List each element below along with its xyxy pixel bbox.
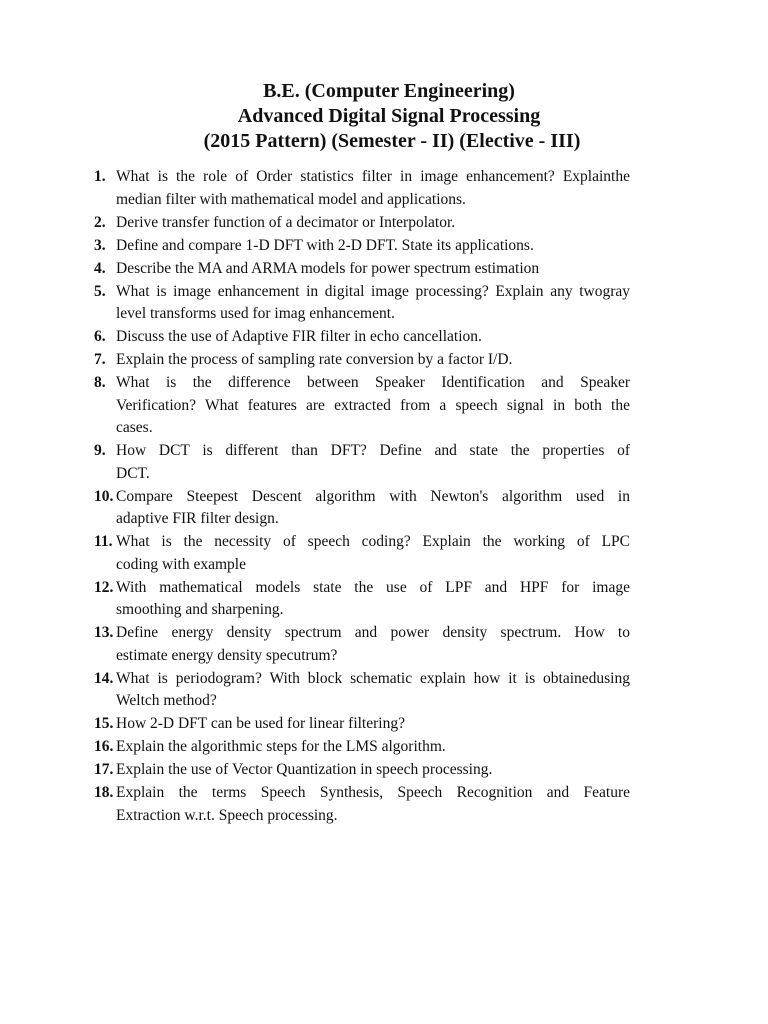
question-number: 14. bbox=[94, 669, 114, 687]
question-text-line: Extraction w.r.t. Speech processing. bbox=[116, 806, 338, 824]
question-text-line: coding with example bbox=[116, 555, 246, 573]
question-text-line: How 2-D DFT can be used for linear filtering? bbox=[116, 715, 405, 732]
question-item bbox=[94, 440, 630, 485]
question-text-line: level transforms used for imag enhancement. bbox=[116, 305, 395, 322]
question-item bbox=[94, 326, 630, 349]
question-number: 8. bbox=[94, 374, 106, 391]
question-number: 18. bbox=[94, 784, 114, 801]
question-number: 4. bbox=[94, 259, 106, 277]
question-text-line: Explain the use of Vector Quantization in speech processing. bbox=[116, 761, 493, 778]
question-text-line: cases. bbox=[116, 419, 153, 436]
question-number: 9. bbox=[94, 442, 106, 459]
course-title: B.E. (Computer Engineering) bbox=[263, 80, 515, 102]
question-item bbox=[94, 736, 630, 759]
question-text-line: DCT. bbox=[116, 464, 150, 482]
question-text-line: What is periodogram? With block schematic explain how it is obtainedusing bbox=[116, 669, 630, 687]
question-number: 12. bbox=[94, 578, 114, 596]
question-number: 5. bbox=[94, 282, 106, 300]
question-item bbox=[94, 622, 630, 667]
question-text-line: Explain the process of sampling rate conversion by a factor I/D. bbox=[116, 351, 513, 368]
question-item bbox=[94, 372, 630, 440]
question-text-line: Discuss the use of Adaptive FIR filter in echo cancellation. bbox=[116, 328, 482, 345]
question-number: 7. bbox=[94, 351, 106, 368]
question-text-line: Weltch method? bbox=[116, 692, 217, 709]
question-text-line: adaptive FIR filter design. bbox=[116, 510, 279, 527]
question-item bbox=[94, 577, 630, 622]
question-item bbox=[94, 281, 630, 326]
question-item bbox=[94, 166, 630, 211]
question-number: 15. bbox=[94, 715, 114, 732]
question-text-line: With mathematical models state the use of LPF and HPF for image bbox=[116, 578, 630, 596]
question-item bbox=[94, 349, 630, 372]
question-text-line: Verification? What features are extracted from a speech signal in both the bbox=[116, 396, 630, 414]
question-item bbox=[94, 235, 630, 258]
question-text-line: What is image enhancement in digital image processing? Explain any twogray bbox=[116, 282, 630, 300]
question-text-line: smoothing and sharpening. bbox=[116, 601, 284, 618]
question-item bbox=[94, 713, 630, 736]
question-number: 10. bbox=[94, 487, 114, 505]
question-item bbox=[94, 212, 630, 235]
question-number: 1. bbox=[94, 168, 106, 185]
document-header bbox=[0, 79, 768, 154]
question-text-line: median filter with mathematical model and applications. bbox=[116, 190, 466, 208]
question-item bbox=[94, 782, 630, 827]
question-text-line: Define and compare 1-D DFT with 2-D DFT. State its applications. bbox=[116, 236, 534, 254]
question-text-line: What is the role of Order statistics filter in image enhancement? Explainthe bbox=[116, 168, 630, 185]
question-number: 2. bbox=[94, 213, 106, 231]
question-text-line: How DCT is different than DFT? Define and state the properties of bbox=[116, 442, 630, 459]
question-text-line: What is the necessity of speech coding? Explain the working of LPC bbox=[116, 533, 630, 550]
question-text-line: Define energy density spectrum and power density spectrum. How to bbox=[116, 624, 630, 641]
question-text-line: What is the difference between Speaker Identification and Speaker bbox=[116, 374, 630, 391]
question-item bbox=[94, 531, 630, 576]
question-item bbox=[94, 486, 630, 531]
subject-title: Advanced Digital Signal Processing bbox=[237, 105, 541, 127]
question-item bbox=[94, 258, 630, 281]
question-number: 13. bbox=[94, 624, 114, 641]
question-number: 3. bbox=[94, 236, 106, 254]
question-number: 11. bbox=[94, 533, 113, 550]
question-text-line: Derive transfer function of a decimator or Interpolator. bbox=[116, 213, 456, 231]
question-list bbox=[94, 166, 630, 828]
question-number: 16. bbox=[94, 738, 114, 755]
question-text-line: Explain the terms Speech Synthesis, Speech Recognition and Feature bbox=[116, 784, 630, 801]
question-text-line: estimate energy density specutrum? bbox=[116, 646, 338, 664]
question-number: 17. bbox=[94, 761, 114, 778]
question-item bbox=[94, 759, 630, 782]
question-text-line: Compare Steepest Descent algorithm with Newton's algorithm used in bbox=[116, 487, 630, 505]
question-text-line: Explain the algorithmic steps for the LMS algorithm. bbox=[116, 738, 446, 755]
question-number: 6. bbox=[94, 328, 106, 345]
question-item bbox=[94, 668, 630, 713]
question-text-line: Describe the MA and ARMA models for power spectrum estimation bbox=[116, 259, 540, 277]
pattern-semester-line: (2015 Pattern) (Semester - II) (Elective - III) bbox=[203, 130, 581, 152]
